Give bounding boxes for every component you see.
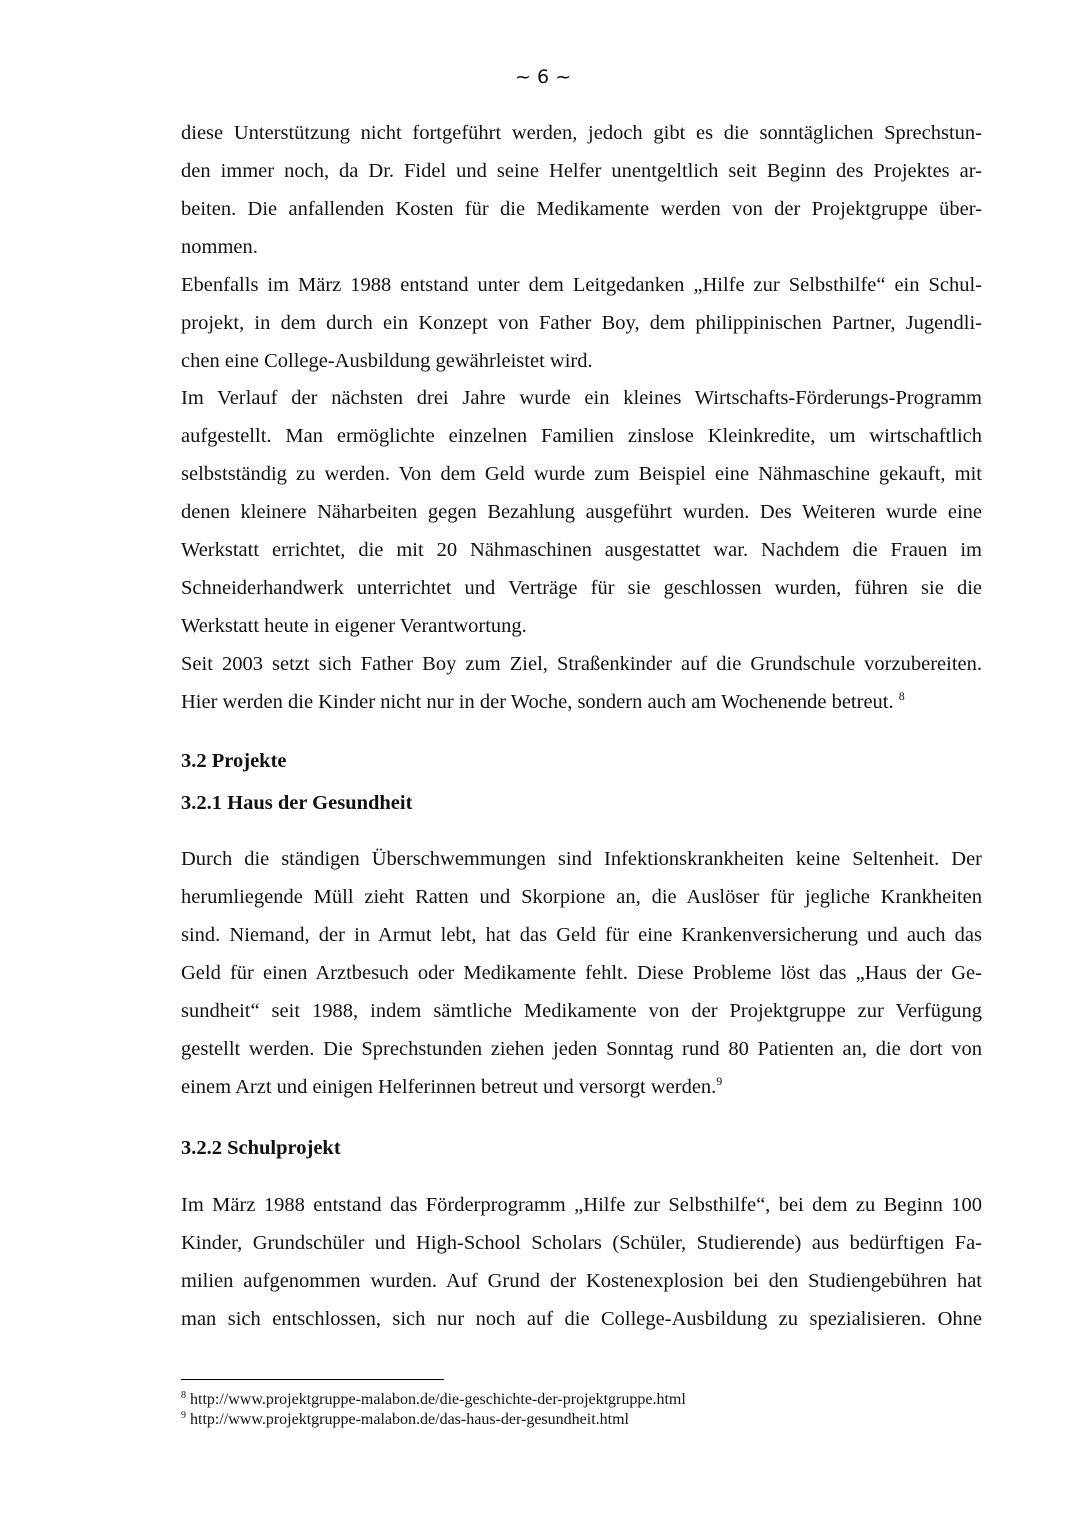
section-heading-3-2: 3.2 Projekte xyxy=(181,750,287,772)
paragraph-line: Werkstatt heute in eigener Verantwortung. xyxy=(181,615,527,637)
footnote-number: 9 xyxy=(181,1410,186,1421)
paragraph-line: selbstständig zu werden. Von dem Geld wurde zum Beispiel eine Nähmaschine gekauft, mit xyxy=(181,463,982,485)
footnote-link[interactable]: http://www.projektgruppe-malabon.de/die-geschichte-der-projektgruppe.html xyxy=(190,1391,686,1408)
section-heading-3-2-1: 3.2.1 Haus der Gesundheit xyxy=(181,792,413,814)
paragraph-line: Werkstatt errichtet, die mit 20 Nähmaschinen ausgestattet war. Nachdem die Frauen im xyxy=(181,539,982,561)
footnote-link[interactable]: http://www.projektgruppe-malabon.de/das-haus-der-gesundheit.html xyxy=(190,1411,629,1428)
paragraph-line: aufgestellt. Man ermöglichte einzelnen Familien zinslose Kleinkredite, um wirtschaftlich xyxy=(181,425,982,447)
paragraph-line: sundheit“ seit 1988, indem sämtliche Medikamente von der Projektgruppe zur Verfügung xyxy=(181,1000,982,1022)
paragraph-line: Durch die ständigen Überschwemmungen sind Infektionskrankheiten keine Seltenheit. Der xyxy=(181,848,982,870)
paragraph-line: gestellt werden. Die Sprechstunden ziehen jeden Sonntag rund 80 Patienten an, die dort von xyxy=(181,1038,982,1060)
footnote-number: 8 xyxy=(181,1390,186,1401)
paragraph-line: Im Verlauf der nächsten drei Jahre wurde ein kleines Wirtschafts-Förderungs-Programm xyxy=(181,387,982,409)
paragraph-line: milien aufgenommen wurden. Auf Grund der Kostenexplosion bei den Studiengebühren hat xyxy=(181,1270,982,1292)
paragraph-line: Ebenfalls im März 1988 entstand unter dem Leitgedanken „Hilfe zur Selbsthilfe“ ein Schul- xyxy=(181,274,982,296)
paragraph-line: den immer noch, da Dr. Fidel und seine Helfer unentgeltlich seit Beginn des Projektes ar- xyxy=(181,160,982,182)
paragraph-line: denen kleinere Näharbeiten gegen Bezahlung ausgeführt wurden. Des Weiteren wurde eine xyxy=(181,501,982,523)
footnote-ref-9[interactable]: 9 xyxy=(716,1074,723,1088)
paragraph-text: Hier werden die Kinder nicht nur in der Woche, sondern auch am Wochenende betreut. xyxy=(181,691,899,713)
paragraph-line xyxy=(181,1074,982,1100)
paragraph-line: beiten. Die anfallenden Kosten für die Medikamente werden von der Projektgruppe über- xyxy=(181,198,982,220)
footnote-separator xyxy=(181,1379,444,1380)
paragraph-line: diese Unterstützung nicht fortgeführt werden, jedoch gibt es die sonntäglichen Sprechstun- xyxy=(181,122,982,144)
paragraph-line: Kinder, Grundschüler und High-School Scholars (Schüler, Studierende) aus bedürftigen Fa- xyxy=(181,1232,982,1254)
paragraph-line: chen eine College-Ausbildung gewährleistet wird. xyxy=(181,350,593,372)
page-number: ~ 6 ~ xyxy=(514,66,571,88)
footnote-ref-8[interactable]: 8 xyxy=(898,689,905,703)
paragraph-line: nommen. xyxy=(181,236,258,258)
paragraph-line: projekt, in dem durch ein Konzept von Father Boy, dem philippinischen Partner, Jugendli- xyxy=(181,312,982,334)
paragraph-line: man sich entschlossen, sich nur noch auf die College-Ausbildung zu spezialisieren. Ohne xyxy=(181,1308,982,1330)
paragraph-line: Seit 2003 setzt sich Father Boy zum Ziel, Straßenkinder auf die Grundschule vorzubereiten. xyxy=(181,653,982,675)
footnote-9 xyxy=(181,1410,629,1430)
paragraph-line: Im März 1988 entstand das Förderprogramm „Hilfe zur Selbsthilfe“, bei dem zu Beginn 100 xyxy=(181,1194,982,1216)
paragraph-text: einem Arzt und einigen Helferinnen betreut und versorgt werden. xyxy=(181,1076,717,1098)
paragraph-line: herumliegende Müll zieht Ratten und Skorpione an, die Auslöser für jegliche Krankheiten xyxy=(181,886,982,908)
paragraph-line: Schneiderhandwerk unterrichtet und Verträge für sie geschlossen wurden, führen sie die xyxy=(181,577,982,599)
footnote-8 xyxy=(181,1390,686,1410)
paragraph-line: Geld für einen Arztbesuch oder Medikamente fehlt. Diese Probleme löst das „Haus der Ge- xyxy=(181,962,982,984)
paragraph-line xyxy=(181,689,982,715)
paragraph-line: sind. Niemand, der in Armut lebt, hat das Geld für eine Krankenversicherung und auch das xyxy=(181,924,982,946)
section-heading-3-2-2: 3.2.2 Schulprojekt xyxy=(181,1137,341,1159)
